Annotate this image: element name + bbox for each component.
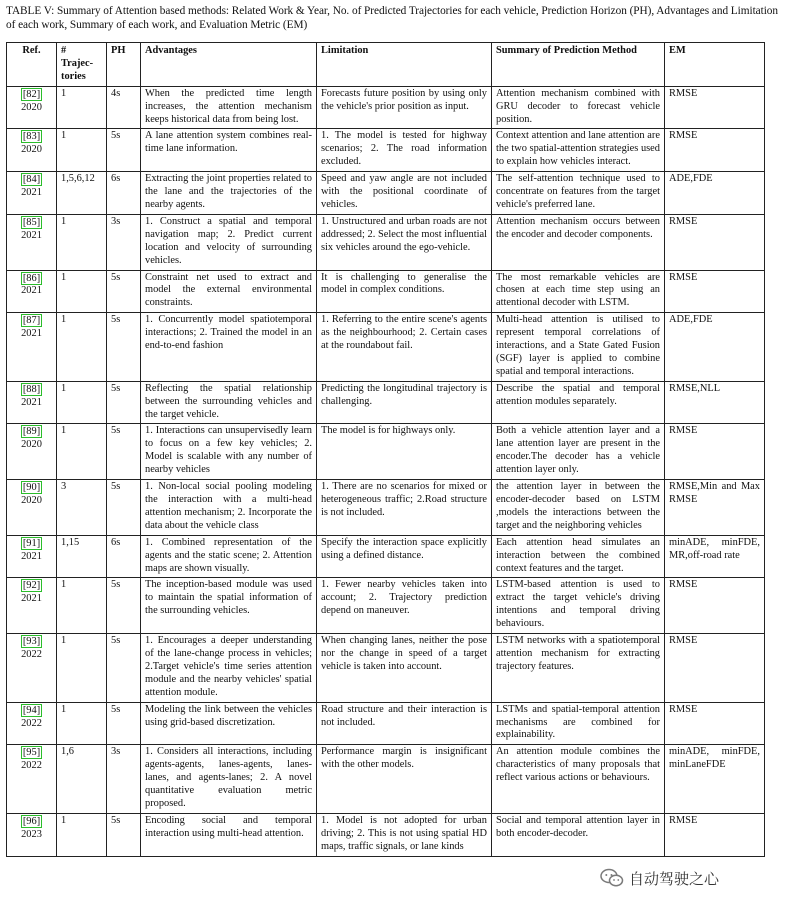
citation-link[interactable]: [89] bbox=[22, 426, 41, 438]
table-row bbox=[7, 634, 765, 703]
citation-link[interactable]: [95] bbox=[22, 747, 41, 759]
table-body bbox=[7, 86, 765, 856]
cell-ph: 5s bbox=[107, 813, 141, 856]
wechat-icon bbox=[600, 868, 624, 888]
table-row bbox=[7, 480, 765, 536]
cell-em: minADE, minFDE, minLaneFDE bbox=[665, 745, 765, 814]
cell-summary: Describe the spatial and temporal attention modules separately. bbox=[492, 381, 665, 424]
cell-ref bbox=[7, 480, 57, 536]
cell-trajectories: 1 bbox=[57, 214, 107, 270]
cell-summary: Multi-head attention is utilised to represent temporal correlations of interactions, and a State Gated Fusion (SGF) layer is applied to combine spatial and temporal interactions. bbox=[492, 313, 665, 382]
cell-em: minADE, minFDE, MR,off-road rate bbox=[665, 535, 765, 578]
cell-advantages: 1. Encourages a deeper understanding of the lane-change process in vehicles; 2.Target vehicle's time series attention module and the nearby vehicles' spatial attention module. bbox=[141, 634, 317, 703]
citation-link[interactable]: [92] bbox=[22, 580, 41, 592]
cell-em: ADE,FDE bbox=[665, 313, 765, 382]
table-row bbox=[7, 578, 765, 634]
table-row bbox=[7, 313, 765, 382]
cell-summary: the attention layer in between the encoder-decoder based on LSTM ,models the interactions between the target and the neighboring vehicles bbox=[492, 480, 665, 536]
cell-em: ADE,FDE bbox=[665, 172, 765, 215]
cell-year: 2021 bbox=[21, 550, 42, 562]
cell-advantages: 1. Concurrently model spatiotemporal interactions; 2. Trained the model in an end-to-end fashion bbox=[141, 313, 317, 382]
cell-limitation: The model is for highways only. bbox=[317, 424, 492, 480]
cell-year: 2022 bbox=[21, 648, 42, 660]
cell-ph: 6s bbox=[107, 172, 141, 215]
cell-limitation: 1. Referring to the entire scene's agents as the neighbourhood; 2. Certain cases at the roundabout fail. bbox=[317, 313, 492, 382]
cell-summary: LSTM-based attention is used to extract the target vehicle's driving intentions and temporal driving behaviours. bbox=[492, 578, 665, 634]
header-traj-line1: # bbox=[61, 45, 67, 56]
cell-limitation: It is challenging to generalise the model in complex conditions. bbox=[317, 270, 492, 313]
cell-year: 2022 bbox=[21, 717, 42, 729]
cell-em: RMSE,Min and Max RMSE bbox=[665, 480, 765, 536]
cell-year: 2020 bbox=[21, 144, 42, 156]
cell-ph: 5s bbox=[107, 313, 141, 382]
cell-trajectories: 1,6 bbox=[57, 745, 107, 814]
citation-link[interactable]: [88] bbox=[22, 383, 41, 395]
cell-advantages: Extracting the joint properties related to the lane and the trajectories of the nearby agents. bbox=[141, 172, 317, 215]
watermark bbox=[600, 866, 719, 890]
header-row bbox=[7, 43, 765, 87]
cell-ph: 3s bbox=[107, 745, 141, 814]
header-traj-line2: Trajec- bbox=[61, 57, 94, 69]
cell-ph: 5s bbox=[107, 129, 141, 172]
cell-summary: LSTM networks with a spatiotemporal attention mechanism for extracting trajectory features. bbox=[492, 634, 665, 703]
cell-ph: 5s bbox=[107, 634, 141, 703]
cell-summary: Attention mechanism combined with GRU decoder to forecast vehicle position. bbox=[492, 86, 665, 129]
citation-link[interactable]: [85] bbox=[22, 216, 41, 228]
cell-advantages: Encoding social and temporal interaction using multi-head attention. bbox=[141, 813, 317, 856]
cell-ref bbox=[7, 129, 57, 172]
cell-ph: 5s bbox=[107, 702, 141, 745]
cell-ph: 5s bbox=[107, 381, 141, 424]
cell-limitation: Road structure and their interaction is not included. bbox=[317, 702, 492, 745]
cell-limitation: 1. Fewer nearby vehicles taken into account; 2. Trajectory prediction depend on maneuver. bbox=[317, 578, 492, 634]
cell-ref bbox=[7, 702, 57, 745]
citation-link[interactable]: [91] bbox=[22, 537, 41, 549]
table-row bbox=[7, 813, 765, 856]
table-row bbox=[7, 535, 765, 578]
cell-em: RMSE bbox=[665, 578, 765, 634]
cell-limitation: Performance margin is insignificant with the other models. bbox=[317, 745, 492, 814]
cell-ref bbox=[7, 270, 57, 313]
cell-ref bbox=[7, 745, 57, 814]
cell-em: RMSE bbox=[665, 129, 765, 172]
cell-em: RMSE bbox=[665, 702, 765, 745]
cell-ph: 3s bbox=[107, 214, 141, 270]
cell-trajectories: 1,5,6,12 bbox=[57, 172, 107, 215]
cell-advantages: Constraint net used to extract and model the external environmental constraints. bbox=[141, 270, 317, 313]
cell-em: RMSE bbox=[665, 270, 765, 313]
cell-year: 2021 bbox=[21, 396, 42, 408]
cell-ref bbox=[7, 424, 57, 480]
cell-em: RMSE bbox=[665, 813, 765, 856]
cell-advantages: When the predicted time length increases, the attention mechanism keeps historical data from being lost. bbox=[141, 86, 317, 129]
cell-advantages: 1. Considers all interactions, including agents-agents, lanes-agents, lanes-lanes, and agents-lanes; 2. A novel quantitative evaluation metric proposed. bbox=[141, 745, 317, 814]
cell-summary: An attention module combines the characteristics of many proposals that reflect various actions or behaviours. bbox=[492, 745, 665, 814]
cell-advantages: Reflecting the spatial relationship between the surrounding vehicles and the target vehicle. bbox=[141, 381, 317, 424]
cell-ph: 6s bbox=[107, 535, 141, 578]
cell-summary: Both a vehicle attention layer and a lane attention layer are present in the encoder.The decoder has a vehicle attention layer only. bbox=[492, 424, 665, 480]
cell-ref bbox=[7, 172, 57, 215]
cell-trajectories: 1 bbox=[57, 86, 107, 129]
cell-ref bbox=[7, 86, 57, 129]
cell-ph: 5s bbox=[107, 480, 141, 536]
cell-trajectories: 1 bbox=[57, 270, 107, 313]
cell-trajectories: 1,15 bbox=[57, 535, 107, 578]
cell-year: 2020 bbox=[21, 495, 42, 506]
header-traj-line3: tories bbox=[61, 70, 86, 82]
citation-link[interactable]: [86] bbox=[22, 272, 41, 284]
citation-link[interactable]: [93] bbox=[22, 636, 41, 648]
cell-limitation: 1. Model is not adopted for urban driving; 2. This is not using spatial HD maps, traffic signals, or lane kinds bbox=[317, 813, 492, 856]
cell-summary: The self-attention technique used to concentrate on features from the target vehicle's preferred lane. bbox=[492, 172, 665, 215]
cell-limitation: Speed and yaw angle are not included with the positional coordinate of vehicles. bbox=[317, 172, 492, 215]
cell-advantages: 1. Construct a spatial and temporal navigation map; 2. Predict current location and velocity of surrounding vehicles. bbox=[141, 214, 317, 270]
cell-summary: Social and temporal attention layer in both encoder-decoder. bbox=[492, 813, 665, 856]
cell-ref bbox=[7, 634, 57, 703]
cell-ref bbox=[7, 381, 57, 424]
citation-link[interactable]: [94] bbox=[22, 704, 41, 716]
cell-limitation: Forecasts future position by using only the vehicle's prior position as input. bbox=[317, 86, 492, 129]
header-ph: PH bbox=[107, 43, 141, 87]
table-row bbox=[7, 129, 765, 172]
cell-year: 2021 bbox=[21, 187, 42, 199]
cell-summary: LSTMs and spatial-temporal attention mechanisms are combined for explainability. bbox=[492, 702, 665, 745]
cell-trajectories: 1 bbox=[57, 129, 107, 172]
cell-ref bbox=[7, 578, 57, 634]
cell-trajectories: 1 bbox=[57, 424, 107, 480]
cell-limitation: Specify the interaction space explicitly using a defined distance. bbox=[317, 535, 492, 578]
table-row bbox=[7, 381, 765, 424]
table-row bbox=[7, 424, 765, 480]
cell-trajectories: 1 bbox=[57, 634, 107, 703]
header-ref: Ref. bbox=[7, 43, 57, 87]
watermark-text: 自动驾驶之心 bbox=[629, 869, 720, 888]
cell-ref bbox=[7, 214, 57, 270]
cell-ref bbox=[7, 813, 57, 856]
table-row bbox=[7, 214, 765, 270]
cell-trajectories: 1 bbox=[57, 702, 107, 745]
cell-year: 2021 bbox=[21, 285, 42, 297]
cell-year: 2020 bbox=[21, 101, 42, 113]
table-row bbox=[7, 172, 765, 215]
cell-advantages: The inception-based module was used to maintain the spatial information of the surrounding vehicles. bbox=[141, 578, 317, 634]
citation-link[interactable]: [83] bbox=[22, 131, 41, 143]
cell-advantages: 1. Interactions can unsupervisedly learn to focus on a few key vehicles; 2. Model is scalable with any number of nearby vehicles bbox=[141, 424, 317, 480]
table-row bbox=[7, 702, 765, 745]
cell-year: 2021 bbox=[21, 328, 42, 340]
cell-ph: 4s bbox=[107, 86, 141, 129]
cell-year: 2022 bbox=[21, 760, 42, 772]
cell-limitation: When changing lanes, neither the pose nor the change in speed of a target vehicle is taken into account. bbox=[317, 634, 492, 703]
cell-year: 2023 bbox=[21, 828, 42, 840]
cell-limitation: Predicting the longitudinal trajectory is challenging. bbox=[317, 381, 492, 424]
cell-limitation: 1. The model is tested for highway scenarios; 2. The road information excluded. bbox=[317, 129, 492, 172]
citation-link[interactable]: [82] bbox=[22, 88, 41, 100]
cell-limitation: 1. Unstructured and urban roads are not addressed; 2. Select the most influential six vehicles around the ego-vehicle. bbox=[317, 214, 492, 270]
table-caption: TABLE V: Summary of Attention based methods: Related Work & Year, No. of Predicted Trajectories for each vehicle, Prediction Horizon (PH), Advantages and Limitation of each work, Summary of each work, and Evaluation Metric (EM) bbox=[6, 5, 779, 31]
citation-link[interactable]: [84] bbox=[22, 174, 41, 186]
cell-trajectories: 3 bbox=[57, 480, 107, 536]
attention-methods-table bbox=[6, 42, 765, 857]
cell-em: RMSE bbox=[665, 214, 765, 270]
cell-em: RMSE,NLL bbox=[665, 381, 765, 424]
cell-ph: 5s bbox=[107, 270, 141, 313]
cell-year: 2021 bbox=[21, 229, 42, 241]
citation-link[interactable]: [90] bbox=[22, 482, 41, 494]
cell-year: 2021 bbox=[21, 593, 42, 605]
cell-advantages: A lane attention system combines real-time lane information. bbox=[141, 129, 317, 172]
table-row bbox=[7, 270, 765, 313]
cell-ref bbox=[7, 313, 57, 382]
cell-summary: Attention mechanism occurs between the encoder and decoder components. bbox=[492, 214, 665, 270]
cell-advantages: Modeling the link between the vehicles using grid-based discretization. bbox=[141, 702, 317, 745]
cell-advantages: 1. Combined representation of the agents and the static scene; 2. Attention maps are shown visually. bbox=[141, 535, 317, 578]
cell-trajectories: 1 bbox=[57, 813, 107, 856]
cell-trajectories: 1 bbox=[57, 381, 107, 424]
table-row bbox=[7, 745, 765, 814]
cell-summary: Each attention head simulates an interaction between the combined context features and the target. bbox=[492, 535, 665, 578]
cell-summary: Context attention and lane attention are the two spatial-attention strategies used to explain how vehicles interact. bbox=[492, 129, 665, 172]
citation-link[interactable]: [96] bbox=[22, 815, 41, 827]
cell-year: 2020 bbox=[21, 439, 42, 451]
citation-link[interactable]: [87] bbox=[22, 315, 41, 327]
cell-ph: 5s bbox=[107, 424, 141, 480]
header-advantages: Advantages bbox=[141, 43, 317, 87]
cell-em: RMSE bbox=[665, 424, 765, 480]
header-em: EM bbox=[665, 43, 765, 87]
cell-ph: 5s bbox=[107, 578, 141, 634]
header-trajectories bbox=[57, 43, 107, 87]
cell-trajectories: 1 bbox=[57, 578, 107, 634]
cell-trajectories: 1 bbox=[57, 313, 107, 382]
cell-summary: The most remarkable vehicles are chosen at each time step using an attentional decoder with LSTM. bbox=[492, 270, 665, 313]
cell-limitation: 1. There are no scenarios for mixed or heterogeneous traffic; 2.Road structure is not included. bbox=[317, 480, 492, 536]
cell-em: RMSE bbox=[665, 86, 765, 129]
table-row bbox=[7, 86, 765, 129]
cell-em: RMSE bbox=[665, 634, 765, 703]
header-limitation: Limitation bbox=[317, 43, 492, 87]
cell-ref bbox=[7, 535, 57, 578]
cell-advantages: 1. Non-local social pooling modeling the interaction with a multi-head attention mechanism; 2. Incorporate the data about the vehicle class bbox=[141, 480, 317, 536]
header-summary: Summary of Prediction Method bbox=[492, 43, 665, 87]
